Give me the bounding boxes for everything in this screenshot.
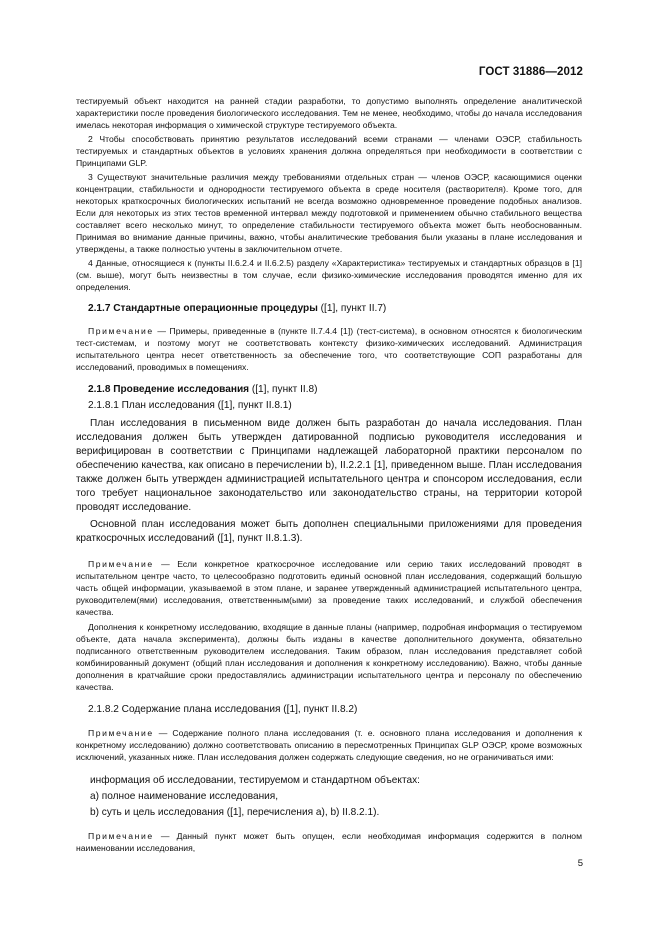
list-intro: информация об исследовании, тестируемом и стандартном объектах: bbox=[90, 775, 420, 786]
note-sop bbox=[76, 325, 582, 373]
section-number: 2.1.7 bbox=[88, 303, 111, 314]
note-plan-content bbox=[76, 727, 582, 763]
section-reference: ([1], пункт II.7) bbox=[317, 303, 387, 314]
note-label: Примечание bbox=[88, 728, 154, 738]
list-item-a: a) полное наименование исследования, bbox=[90, 791, 279, 802]
subsection-heading-2-1-8-2: 2.1.8.2 Содержание плана исследования ([1], пункт II.8.2) bbox=[88, 704, 358, 715]
section-title: Проведение исследования bbox=[113, 384, 250, 395]
note-label: Примечание bbox=[88, 559, 154, 569]
subsection-heading-2-1-8-1: 2.1.8.1 План исследования ([1], пункт II.8.1) bbox=[88, 400, 292, 411]
page-number: 5 bbox=[577, 858, 583, 869]
document-header: ГОСТ 31886—2012 bbox=[478, 66, 583, 78]
note-label: Примечание bbox=[88, 831, 154, 841]
section-heading-2-1-7 bbox=[76, 302, 582, 316]
note-item-3: 3 Существуют значительные различия между требованиями отдельных стран — членов ОЭСР, касающимися оценки концентрации, стабильности и однородности тестируемого объекта в среде носителя (растворителя). Кроме того, для некоторых краткосрочных биологических испытаний не всегда возможно одновременное проведение подобных анализов. Если для некоторых из этих тестов временной интервал между подготовкой и применением обычно стабильного вещества составляет всего несколько минут, то определение стабильности тестируемого объекта может быть необоснованным. Принимая во внимание данные причины, важно, чтобы аналитические требования были указаны в плане исследования и утверждены, а также полностью учтены в заключительном отчете. bbox=[76, 172, 582, 254]
paragraph-study-plan: План исследования в письменном виде должен быть разработан до начала исследования. План исследования должен быть утвержден датированной подписью руководителя исследования и верифицирован в соответствии с Принципами надлежащей лабораторной практики персоналом по обеспечению качества, как описано в перечислении b), II.2.2.1 [1], приведенном выше. План исследования также должен быть утвержден администрацией испытательного центра и спонсором исследования, если того требует национальное законодательство или законодательство страны, на территории которой проводят исследование. bbox=[76, 418, 582, 513]
section-number: 2.1.8 bbox=[88, 384, 111, 395]
section-heading-2-1-8 bbox=[76, 383, 582, 397]
note-item-2: 2 Чтобы способствовать принятию результатов исследований всеми странами — членами ОЭСР, стабильность тестируемых и стандартных объектов в условиях хранения должна определяться при необходимости в соответствии с Принципами GLP. bbox=[76, 134, 582, 168]
section-reference: ([1], пункт II.8) bbox=[249, 384, 318, 395]
paragraph-continuation: тестируемый объект находится на ранней стадии разработки, то допустимо выполнять определение аналитической характеристики после проведения биологического исследования. Тем не менее, необходимо, чтобы до начала исследования имелась некоторая информация о химической структуре тестируемого объекта. bbox=[76, 96, 582, 130]
note-text: — Если конкретное краткосрочное исследование или серию таких исследований проводят в испытательном центре часто, то целесообразно подготовить единый основной план исследования, содержащий большую часть общей информации, указываемой в этом плане, и заранее утвержденный администрацией испытательного центра, руководителем(ями) исследования, ответственным(ыми) за проведение таких исследований, и службой обеспечения качества. bbox=[76, 559, 582, 617]
document-body bbox=[76, 95, 582, 854]
note-optional-item bbox=[76, 830, 582, 854]
note-text: — Содержание полного плана исследования (т. е. основного плана исследования и дополнения к конкретному исследованию) должно соответствовать описанию в пересмотренных Принципах GLP ОЭСР, кроме возможных исключений, указанных ниже. План исследования должен содержать следующие сведения, но не ограничиваться ими: bbox=[76, 728, 582, 762]
paragraph-study-plan-supplement: Основной план исследования может быть дополнен специальными приложениями для проведения краткосрочных исследований ([1], пункт II.8.1.3). bbox=[76, 519, 582, 544]
list-item-b: b) суть и цель исследования ([1], перечисления a), b) II.8.2.1). bbox=[90, 807, 380, 818]
note-text: — Примеры, приведенные в (пункте II.7.4.4 [1]) (тест-система), в основном относятся к биологическим тест-системам, и поэтому могут не соответствовать контексту физико-химических исследований. Администрация испытательного центра несет ответственность за обеспечение того, что соответствующие СОП разработаны для исследований, проводимых в помещениях. bbox=[76, 326, 582, 372]
note-text: — Данный пункт может быть опущен, если необходимая информация содержится в полном наименовании исследования, bbox=[76, 831, 582, 853]
section-title: Стандартные операционные процедуры bbox=[113, 303, 318, 314]
note-label: Примечание bbox=[88, 326, 154, 336]
note-item-4: 4 Данные, относящиеся к (пункты II.6.2.4 и II.6.2.5) разделу «Характеристика» тестируемых и стандартных образцов в [1] (см. выше), могут быть неизвестны в том случае, если физико-химические исследования проводятся именно для их определения. bbox=[76, 258, 582, 292]
note-short-term bbox=[76, 558, 582, 618]
note-supplements: Дополнения к конкретному исследованию, входящие в данные планы (например, подробная информация о тестируемом объекте, дата начала эксперимента), должны быть изданы в качестве дополнительного документа, обязательно подписанного ответственным руководителем исследования. Таким образом, план исследования представляет собой комбинированный документ (общий план исследования и дополнения к конкретному исследованию). Важно, чтобы данные дополнения в кратчайшие сроки предоставлялись администрации испытательного центра и персоналу по обеспечению качества. bbox=[76, 622, 582, 692]
